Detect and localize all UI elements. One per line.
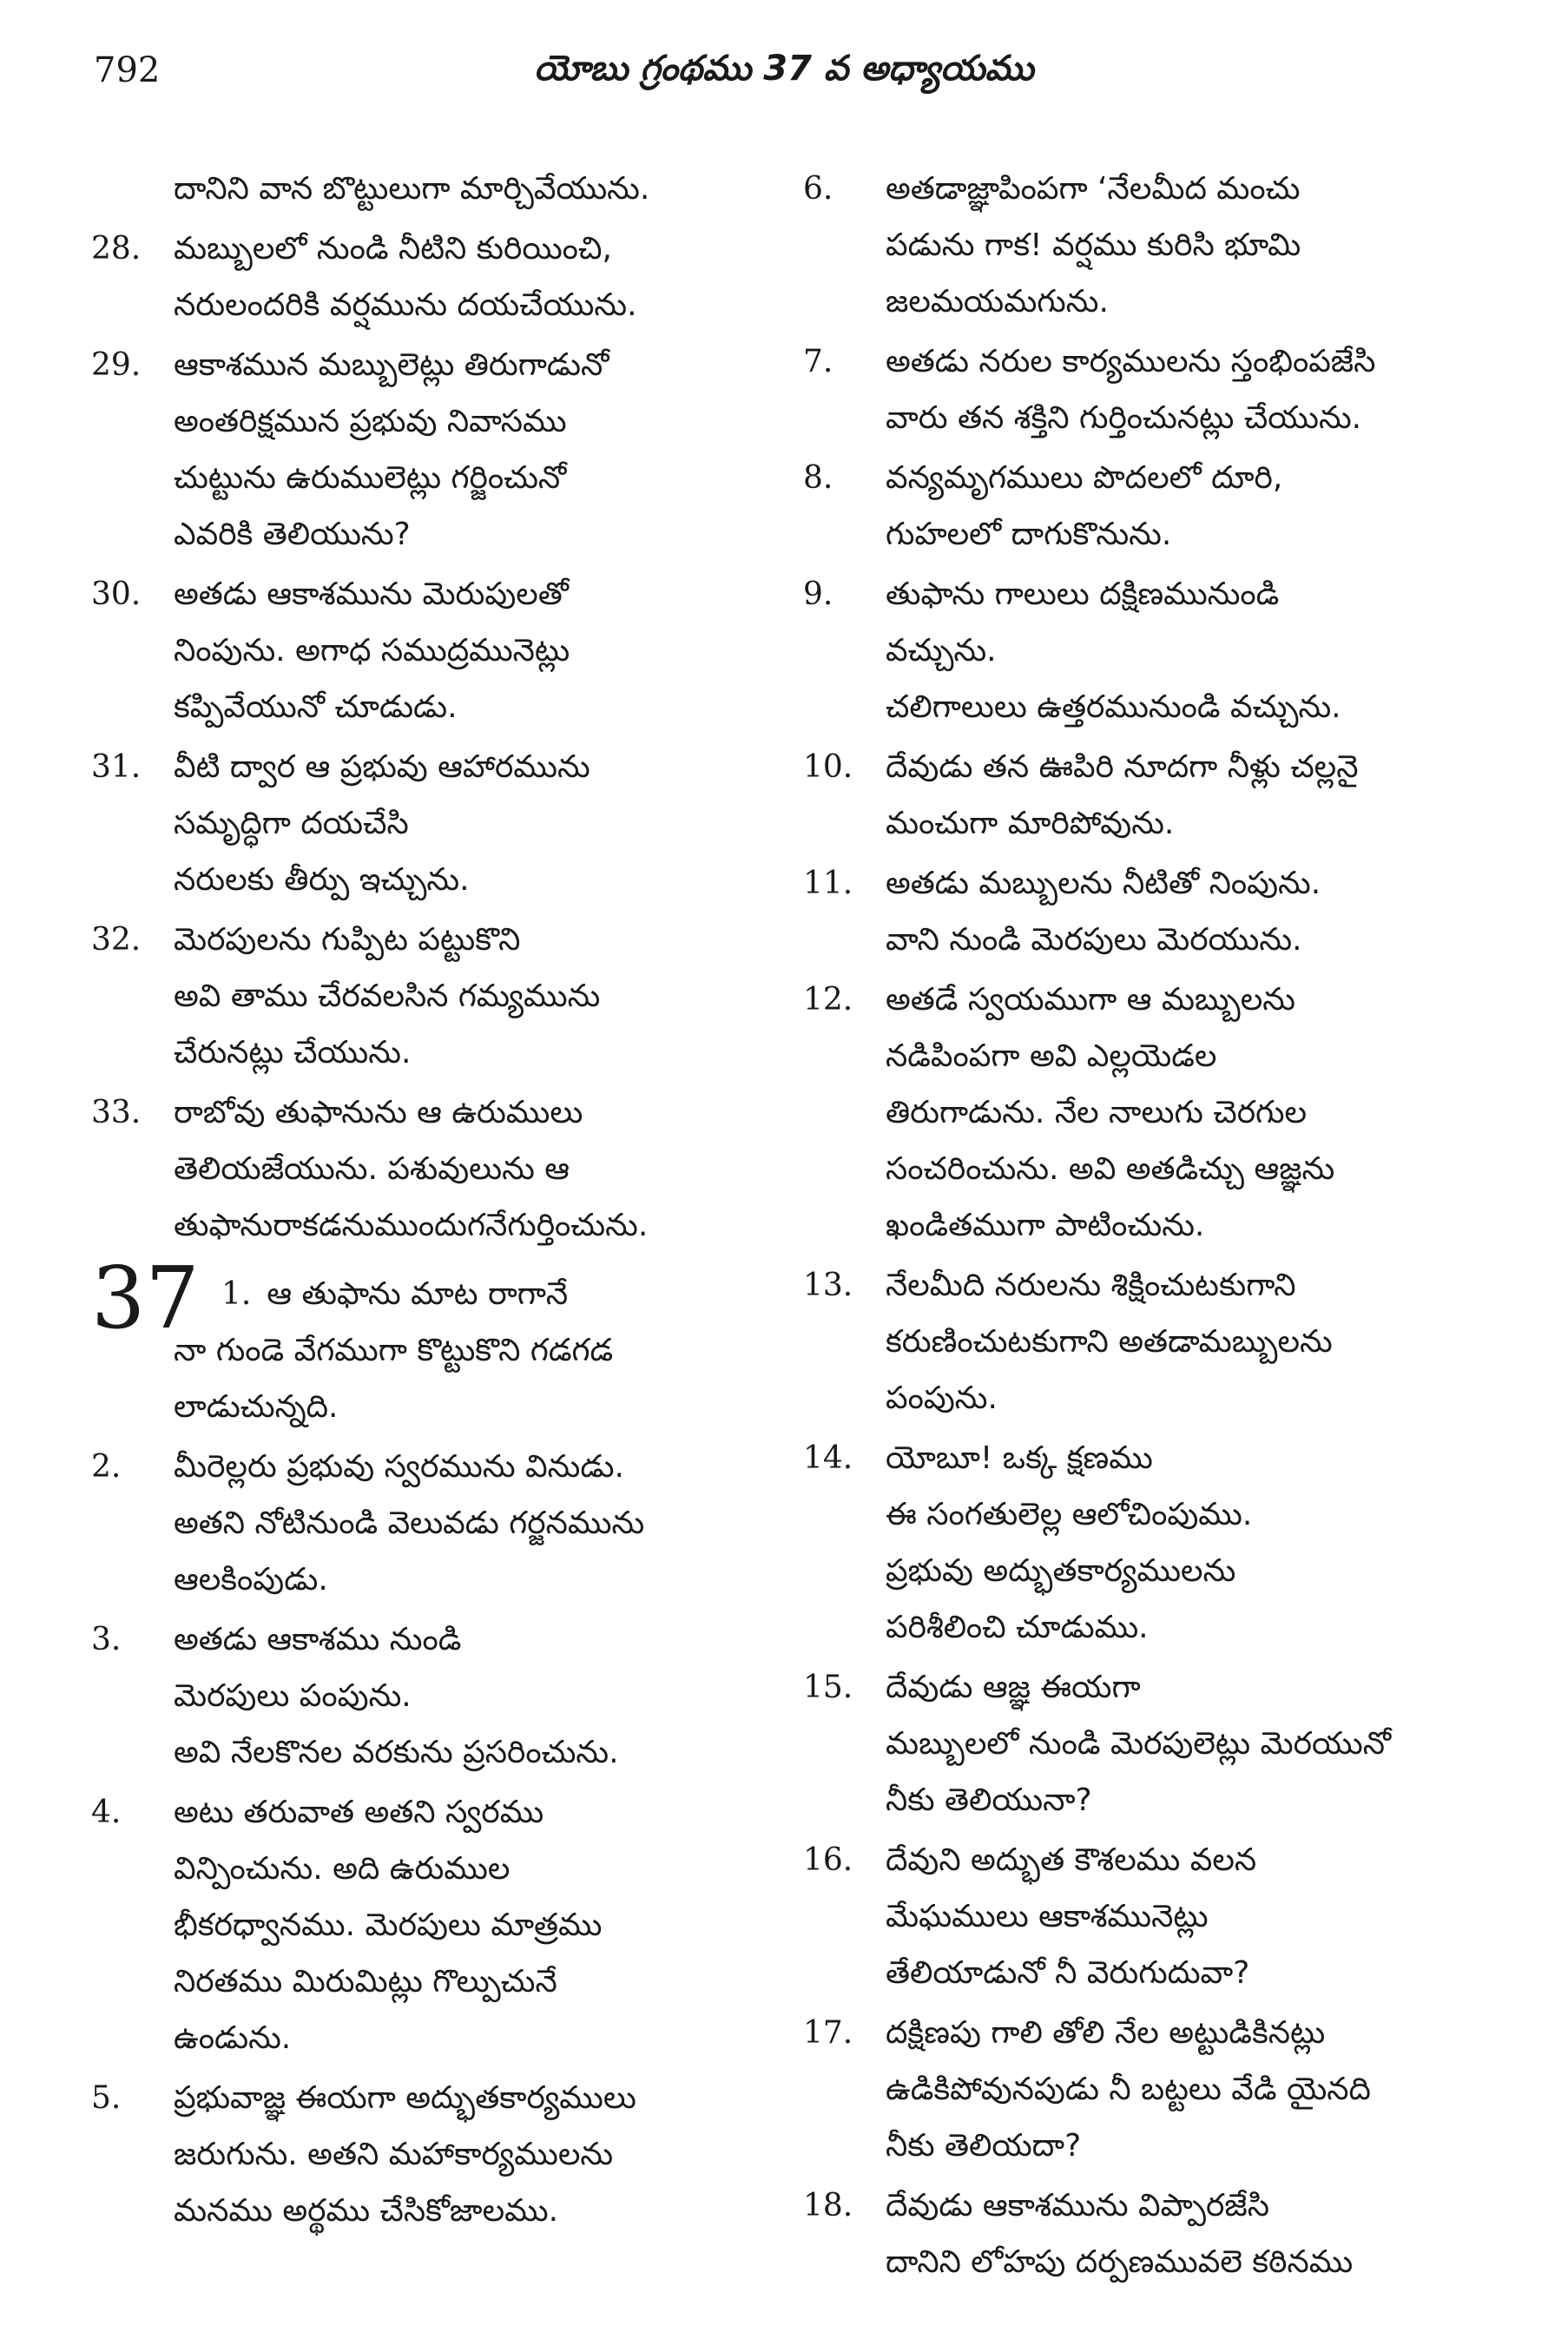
verse-line: అతని నోటినుండి వెలువడు గర్జనమును [174,1505,645,1541]
verse-line: జరుగును. అతని మహాకార్యములను [174,2137,614,2172]
verse-line: నింపును. అగాధ సముద్రమునెట్లు [174,633,570,669]
verse-line: అటు తరువాత అతని స్వరము [174,1795,544,1830]
verse-line: యోబూ! ఒక్క క్షణము [886,1440,1153,1476]
verse-line: చలిగాలులు ఉత్తరమునుండి వచ్చును. [886,689,1341,725]
verse-text: ఆ తుఫాను మాట రాగానే [267,1276,569,1312]
verse-line: వన్యమృగములు పొదలలో దూరి, [886,460,1283,496]
verse-number: 17. [803,2015,853,2051]
left-column [91,161,760,2243]
verse-line: తుఫానురాకడనుముందుగనేగుర్తించును. [174,1208,649,1243]
verse-line: కరుణించుటకుగాని అతడామబ్బులను [886,1324,1333,1360]
verse-number: 3. [91,1622,122,1657]
chapter-number: 37 [91,1249,200,1348]
verse-line: అతడు మబ్బులను నీటితో నింపును. [886,866,1321,901]
verse-number: 11. [803,866,853,901]
verse [91,1439,760,1608]
verse-line: తేలియాడునో నీ వెరుగుదువా? [886,1955,1250,1991]
verse-number: 14. [803,1440,853,1476]
verse-line: దేవుడు ఆకాశమును విప్పారజేసి [886,2188,1269,2224]
verse-line: దేవుని అద్భుత కౌశలము వలన [886,1842,1257,1878]
verse-line: దానిని లోహపు దర్పణమువలె కఠినము [886,2244,1354,2280]
verse-line: పడును గాక! వర్షము కురిసి భూమి [886,227,1301,263]
verse-line: ఉడికిపోవునపుడు నీ బట్టలు వేడి యైనది [886,2072,1371,2107]
verse-line: చేరునట్లు చేయును. [174,1035,412,1071]
verse-line: అతడే స్వయముగా ఆ మబ్బులను [886,982,1296,1018]
verse-number: 5. [91,2080,122,2116]
verse [803,1430,1472,1656]
verse [803,161,1472,330]
verse-line: అవి నేలకొనల వరకును ప్రసరించును. [174,1735,619,1770]
verse-line: తెలియజేయును. పశువులును ఆ [174,1151,570,1187]
verse-line: పరిశీలించి చూడుము. [886,1610,1149,1645]
verse-list-right [803,161,1472,2290]
verse-line: మంచుగా మారిపోవును. [886,806,1175,841]
verse-line: నీకు తెలియదా? [886,2128,1082,2164]
verse-line: మీరెల్లరు ప్రభువు స్వరమును వినుడు. [174,1449,624,1485]
verse-number: 33. [91,1095,142,1130]
verse [803,2177,1472,2290]
verse-line: మనము అర్థము చేసికోజాలము. [174,2193,559,2229]
verse-line: ఆలకింపుడు. [174,1562,328,1598]
verse-line [174,1266,760,1322]
verse-number: 29. [91,347,142,383]
verse [91,1784,760,2066]
verse [803,450,1472,563]
verse-line: ప్రభువాజ్ఞ ఈయగా అద్భుతకార్యములు [174,2080,636,2116]
verse-line: ఉండును. [174,2020,292,2056]
verse-number: 1. [221,1276,252,1312]
verse-line: నరులందరికి వర్షమును దయచేయును. [174,287,637,323]
verse-number: 28. [91,231,142,267]
verse-number: 6. [803,171,833,207]
verse [803,2005,1472,2174]
verse-number: 12. [803,982,853,1018]
verse-line: ఎవరికి తెలియును? [174,517,411,552]
verse-line: భీకరధ్వానము. మెరపులు మాత్రము [174,1907,603,1943]
verse-line: మబ్బులలో నుండి మెరపులెట్లు మెరయునో [886,1726,1392,1762]
verse-line: కప్పివేయునో చూడుడు. [174,689,458,725]
page-number: 792 [94,50,161,90]
verse-number: 30. [91,576,142,612]
verse-line: అంతరిక్షమున ప్రభువు నివాసము [174,404,567,439]
verse-line: పంపును. [886,1380,998,1416]
verse-line: మేఘములు ఆకాశమునెట్లు [886,1899,1209,1934]
verse-line: దేవుడు తన ఊపిరి నూదగా నీళ్లు చల్లనై [886,749,1359,785]
verse-line: ప్రభువు అద్భుతకార్యములను [886,1553,1236,1589]
verse-line: మెరపులు పంపును. [174,1678,412,1714]
verse-list-top [91,161,760,1254]
verse-list-bottom [91,1439,760,2239]
verse-line: జలమయమగును. [886,284,1109,320]
verse-line: విన్పించును. అది ఉరుముల [174,1851,511,1887]
verse-line: సంచరించును. అవి అతడిచ్చు ఆజ్ఞను [886,1151,1335,1187]
verse-line: నిరతము మిరుమిట్లు గొల్పుచునే [174,1964,557,2000]
verse [91,566,760,735]
right-column [803,161,1472,2294]
verse-line: నీకు తెలియునా? [886,1782,1092,1818]
verse [803,1257,1472,1426]
verse [803,1659,1472,1828]
verse [803,333,1472,446]
page-header [0,45,1568,106]
verse-line: నడిపింపగా అవి ఎల్లయెడల [886,1038,1217,1074]
running-title: యోబు గ్రంథము 37 వ అధ్యాయము [534,49,1034,89]
verse-line: నేలమీది నరులను శిక్షించుటకుగాని [886,1268,1296,1303]
verse-line: అతడు ఆకాశమును మెరుపులతో [174,576,569,612]
verse-number: 9. [803,576,833,612]
verse-line: ఖండితముగా పాటించును. [886,1208,1205,1243]
verse-line: చుట్టును ఉరుములెట్లు గర్జించునో [174,460,567,496]
verse-line: లాడుచున్నది. [174,1389,339,1425]
verse-line: నా గుండె వేగముగా కొట్టుకొని గడగడ [174,1333,614,1368]
verse-number: 13. [803,1268,853,1303]
verse [803,739,1472,852]
verse-number: 31. [91,749,142,785]
verse [91,337,760,563]
verse [803,855,1472,968]
verse-line: అవి తాము చేరవలసిన గమ్యమును [174,978,601,1014]
verse-line: అతడాజ్ఞాపింపగా ‘నేలమీద మంచు [886,171,1301,207]
verse-number: 8. [803,460,833,496]
verse-line: మెరపులను గుప్పిట పట్టుకొని [174,922,521,958]
verse-line: రాబోవు తుఫానును ఆ ఉరుములు [174,1095,583,1130]
verse-line: వచ్చును. [886,633,997,669]
verse-line: వీటి ద్వార ఆ ప్రభువు ఆహారమును [174,749,590,785]
verse-line: తుఫాను గాలులు దక్షిణమునుండి [886,576,1280,612]
verse-line: వాని నుండి మెరపులు మెరయును. [886,922,1302,958]
verse-line: ఆకాశమున మబ్బులెట్లు తిరుగాడునో [174,347,609,383]
verse-line: నరులకు తీర్పు ఇచ్చును. [174,862,470,898]
verse-line: మబ్బులలో నుండి నీటిని కురియించి, [174,231,612,267]
verse [91,2070,760,2239]
verse-line: దేవుడు ఆజ్ఞ ఈయగా [886,1670,1141,1705]
verse [91,1084,760,1254]
verse [91,739,760,908]
verse-number: 4. [91,1795,122,1830]
verse [91,161,760,217]
verse-line: దక్షిణపు గాలి తోలి నేల అట్టుడికినట్లు [886,2015,1326,2051]
verse-line: వారు తన శక్తిని గుర్తించునట్లు చేయును. [886,400,1362,436]
verse-number: 16. [803,1842,853,1878]
verse-line: అతడు ఆకాశము నుండి [174,1622,462,1657]
verse [803,566,1472,735]
verse-number: 2. [91,1449,122,1485]
verse-line: దానిని వాన బొట్టులుగా మార్చివేయును. [174,171,650,207]
verse-number: 15. [803,1670,853,1705]
chapter-start [91,1249,760,1435]
verse-number: 7. [803,344,833,379]
verse [803,972,1472,1254]
verse [91,221,760,333]
verse-line: సమృద్ధిగా దయచేసి [174,806,409,841]
verse-line: గుహలలో దాగుకొనును. [886,517,1172,552]
verse [91,1611,760,1781]
verse-number: 10. [803,749,853,785]
verse [803,1832,1472,2001]
verse-line: ఈ సంగతులెల్ల ఆలోచింపుము. [886,1497,1253,1532]
verse-line: తిరుగాడును. నేల నాలుగు చెరగుల [886,1095,1308,1130]
verse [91,912,760,1081]
verse-number: 18. [803,2188,853,2224]
verse-number: 32. [91,922,142,958]
verse-line: అతడు నరుల కార్యములను స్తంభింపజేసి [886,344,1376,379]
